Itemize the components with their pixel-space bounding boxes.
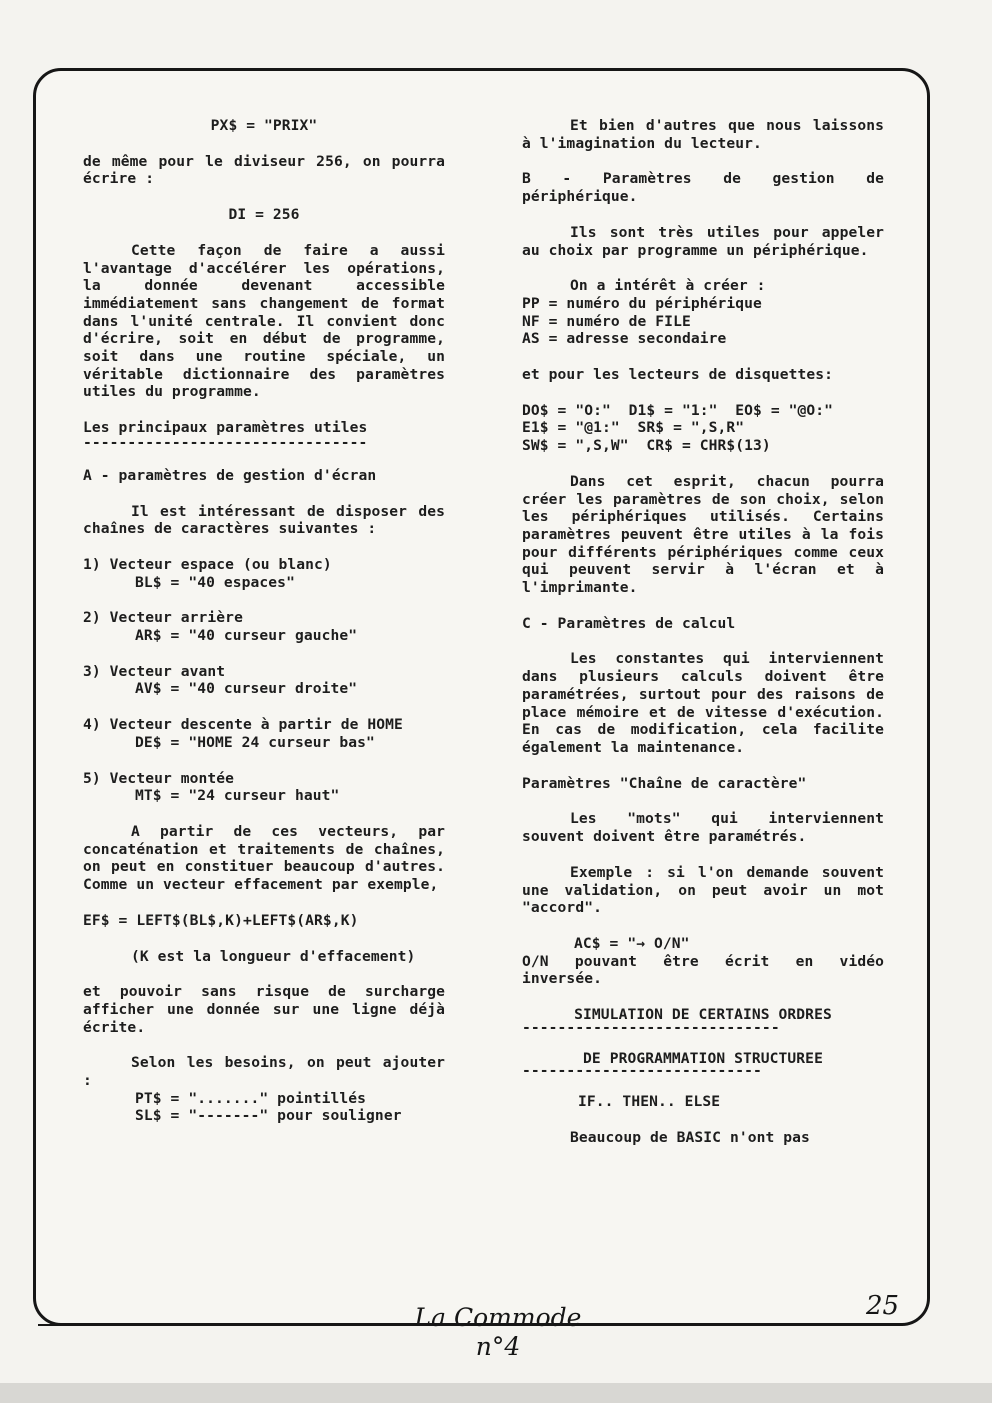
scan-bottom-band — [0, 1383, 992, 1403]
page-footer — [38, 1291, 928, 1361]
list-item — [83, 663, 445, 698]
list-item-label: 2) Vecteur arrière — [83, 609, 243, 627]
paragraph: A - paramètres de gestion d'écran — [83, 466, 377, 484]
underline-rule: --------------------------- — [522, 1062, 762, 1080]
list-item-label: 3) Vecteur avant — [83, 662, 226, 680]
paragraph: et pour les lecteurs de disquettes: — [522, 366, 834, 384]
code-line: E1$ = "@1:" SR$ = ",S,R" — [522, 419, 745, 437]
paragraph: B - Paramètres de gestion de périphérique. — [522, 170, 884, 206]
list-item — [83, 609, 445, 644]
paragraph: Ils sont très utiles pour appeler au choix par programme un périphérique. — [522, 223, 884, 259]
code-line: AR$ = "40 curseur gauche" — [135, 627, 358, 645]
paragraph: et pouvoir sans risque de surcharge afficher une donnée sur une ligne déjà écrite. — [83, 983, 445, 1036]
paragraph: C - Paramètres de calcul — [522, 614, 736, 632]
section-heading: Les principaux paramètres utiles — [83, 419, 368, 437]
paragraph: EF$ = LEFT$(BL$,K)+LEFT$(AR$,K) — [83, 911, 359, 929]
footer-rule-right — [598, 1324, 898, 1326]
code-line: MT$ = "24 curseur haut" — [135, 787, 340, 805]
code-line: AV$ = "40 curseur droite" — [135, 680, 358, 698]
page-number: 25 — [866, 1291, 900, 1321]
paragraph: Les constantes qui interviennent dans plusieurs calculs doivent être paramétrées, surtout pour des raisons de place mémoire et de vitesse d'exécution. En cas de modification, cela facilite également la maintenance. — [522, 650, 884, 756]
underline-rule: ----------------------------- — [522, 1018, 780, 1036]
list-item — [83, 770, 445, 805]
underline-rule: -------------------------------- — [83, 433, 368, 451]
paragraph: (K est la longueur d'effacement) — [131, 947, 416, 965]
code-line: PT$ = "......." pointillés — [135, 1089, 367, 1107]
left-column — [83, 117, 445, 1125]
list-item-label: 4) Vecteur descente à partir de HOME — [83, 716, 403, 734]
paragraph: de même pour le diviseur 256, on pourra écrire : — [83, 152, 445, 188]
centered-formula: DI = 256 — [228, 206, 300, 224]
right-column — [522, 117, 884, 1165]
footer-rule-left — [38, 1324, 394, 1326]
list-item — [83, 716, 445, 751]
code-line: SW$ = ",S,W" CR$ = CHR$(13) — [522, 437, 771, 455]
code-line: SL$ = "-------" pour souligner — [135, 1107, 402, 1125]
paragraph: Paramètres "Chaîne de caractère" — [522, 774, 807, 792]
section-title: SIMULATION DE CERTAINS ORDRES — [574, 1006, 832, 1024]
section-title: DE PROGRAMMATION STRUCTUREE — [583, 1049, 823, 1067]
list-item-label: 5) Vecteur montée — [83, 769, 235, 787]
paragraph: Il est intéressant de disposer des chaînes de caractères suivantes : — [83, 502, 445, 538]
code-line: DO$ = "O:" D1$ = "1:" EO$ = "@O:" — [522, 401, 834, 419]
paragraph: Cette façon de faire a aussi l'avantage d'accélérer les opérations, la donnée devenant accessible immédiatement sans changement de format dans l'unité centrale. Il convient donc d'écrire, soit en début de programme, soit dans une routine spéciale, un véritable dictionnaire des paramètres utiles du programme. — [83, 241, 445, 401]
code-line: IF.. THEN.. ELSE — [578, 1093, 721, 1111]
code-line: PP = numéro du périphérique — [522, 294, 762, 312]
paragraph: Dans cet esprit, chacun pourra créer les paramètres de son choix, selon les périphériques utilisés. Certains paramètres peuvent être utiles à la fois pour différents périphériques comme ceux qui peuvent servir à l'écran et à l'imprimante. — [522, 472, 884, 597]
code-line: DE$ = "HOME 24 curseur bas" — [135, 733, 375, 751]
paragraph: Beaucoup de BASIC n'ont pas — [570, 1129, 810, 1147]
centered-formula: PX$ = "PRIX" — [210, 117, 318, 134]
publication-name: La Commode n°4 — [414, 1303, 582, 1361]
list-item — [83, 556, 445, 591]
paragraph: A partir de ces vecteurs, par concaténation et traitements de chaînes, on peut en constituer beaucoup d'autres. Comme un vecteur effacement par exemple, — [83, 822, 445, 894]
paragraph: Et bien d'autres que nous laissons à l'imagination du lecteur. — [522, 117, 884, 152]
paragraph: On a intérêt à créer : — [570, 277, 766, 295]
code-line: AS = adresse secondaire — [522, 330, 727, 348]
paragraph: Exemple : si l'on demande souvent une validation, on peut avoir un mot "accord". — [522, 863, 884, 917]
paragraph: Les "mots" qui interviennent souvent doivent être paramétrés. — [522, 810, 884, 846]
paragraph: Selon les besoins, on peut ajouter : — [83, 1054, 445, 1090]
code-line: AC$ = "→ O/N" — [574, 934, 690, 952]
paragraph: O/N pouvant être écrit en vidéo inversée. — [522, 952, 884, 988]
list-item-label: 1) Vecteur espace (ou blanc) — [83, 555, 332, 573]
code-line: NF = numéro de FILE — [522, 312, 691, 330]
code-line: BL$ = "40 espaces" — [135, 573, 295, 591]
